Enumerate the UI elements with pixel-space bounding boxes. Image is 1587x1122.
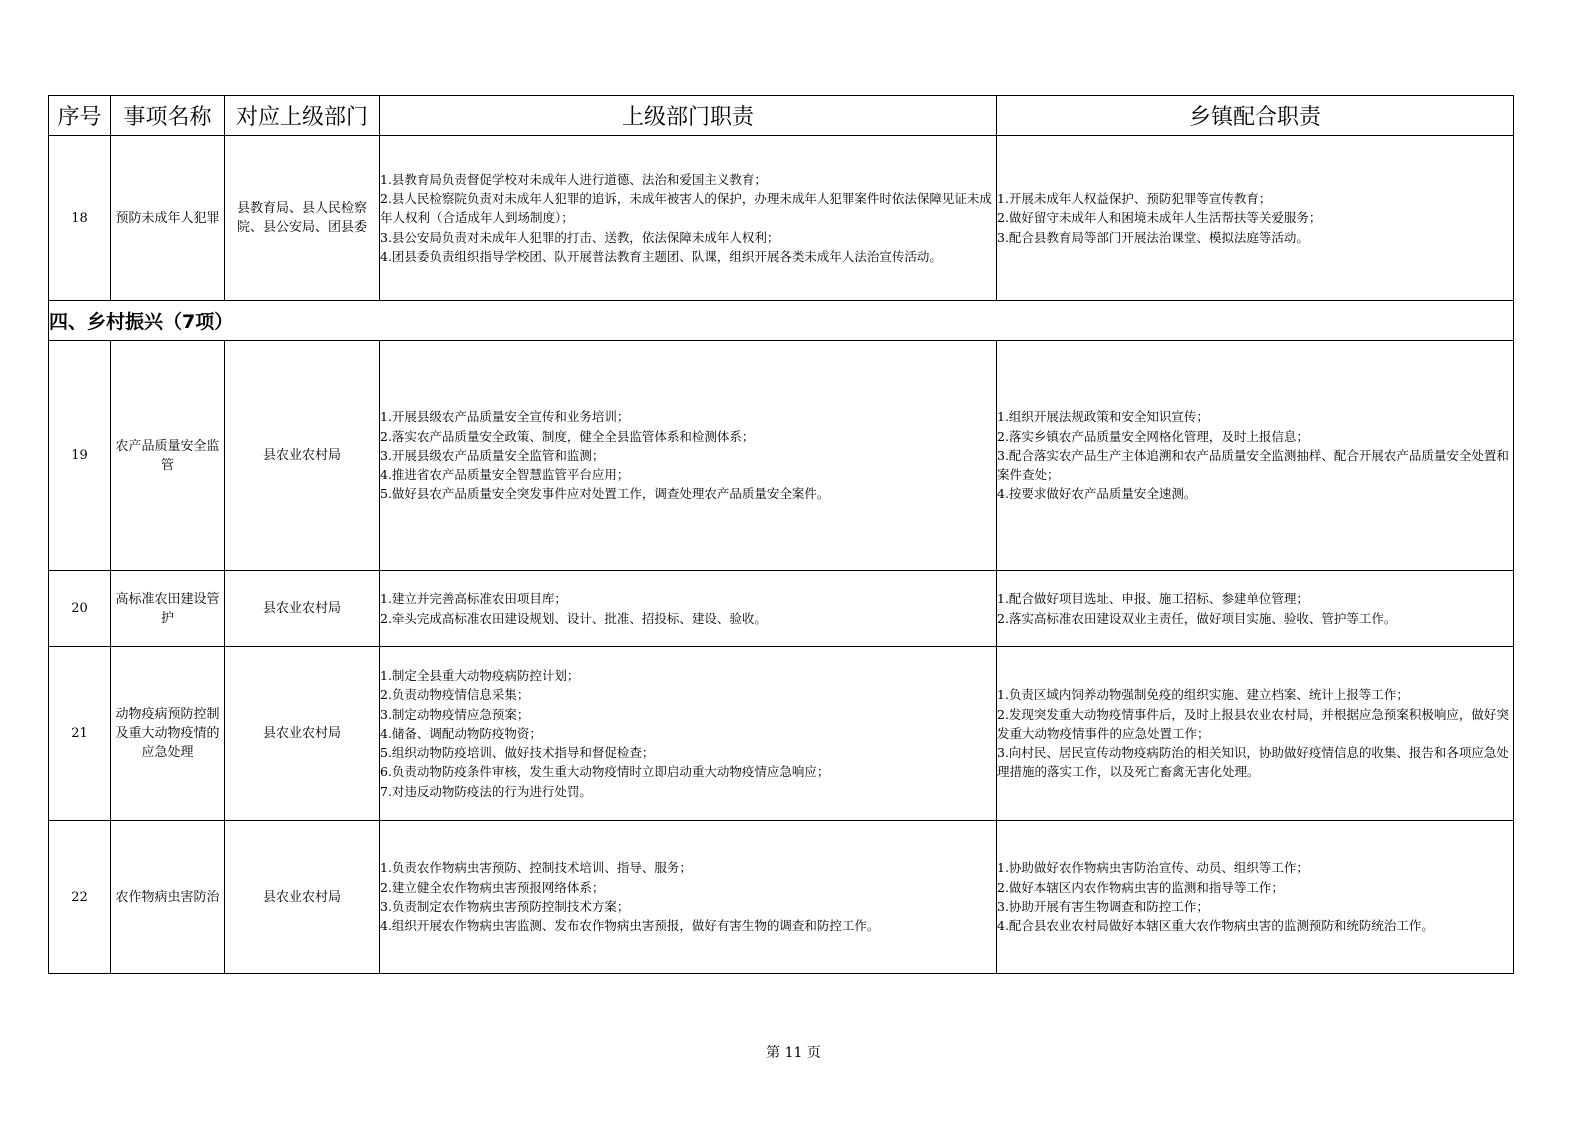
item-name: 农作物病虫害防治	[111, 821, 225, 974]
town-duties-cell	[997, 341, 1514, 571]
table-row	[49, 571, 1514, 647]
header-item-name: 事项名称	[111, 96, 225, 136]
town-duty-line: 1.协助做好农作物病虫害防治宣传、动员、组织等工作；	[997, 860, 1309, 876]
town-duty-line: 1.配合做好项目选址、申报、施工招标、参建单位管理；	[997, 591, 1309, 607]
upper-duties-cell	[380, 821, 997, 974]
upper-duty-line: 1.开展县级农产品质量安全宣传和业务培训；	[380, 409, 630, 425]
upper-duty-line: 1.县教育局负责督促学校对未成年人进行道德、法治和爱国主义教育；	[380, 171, 767, 187]
row-number: 21	[49, 647, 111, 821]
header-index: 序号	[49, 96, 111, 136]
upper-duty-line: 3.制定动物疫情应急预案；	[380, 706, 530, 722]
upper-duties-cell	[380, 136, 997, 301]
upper-duty-line: 3.负责制定农作物病虫害预防控制技术方案；	[380, 899, 630, 914]
row-number: 22	[49, 821, 111, 974]
town-duty-line: 3.向村民、居民宣传动物疫病防治的相关知识，协助做好疫情信息的收集、报告和各项应急处理措施的落实工作，以及死亡畜禽无害化处理。	[997, 745, 1509, 780]
upper-duty-line: 3.开展县级农产品质量安全监管和监测；	[380, 447, 605, 463]
upper-department: 县农业农村局	[225, 571, 380, 647]
upper-department: 县农业农村局	[225, 341, 380, 571]
town-duty-line: 1.组织开展法规政策和安全知识宣传；	[997, 409, 1209, 425]
table-row	[49, 136, 1514, 301]
table-row	[49, 341, 1514, 571]
item-name: 农产品质量安全监管	[111, 341, 225, 571]
town-duty-line: 2.落实高标准农田建设双业主责任，做好项目实施、验收、管护等工作。	[997, 610, 1397, 626]
town-duties-cell	[997, 647, 1514, 821]
duty-table	[48, 95, 1514, 974]
table-row	[49, 821, 1514, 974]
upper-department: 县农业农村局	[225, 647, 380, 821]
header-row	[49, 96, 1514, 136]
upper-department: 县教育局、县人民检察院、县公安局、团县委	[225, 136, 380, 301]
upper-duty-line: 2.落实农产品质量安全政策、制度，健全全县监管体系和检测体系；	[380, 428, 755, 444]
page-number: 第 11 页	[766, 1045, 821, 1061]
upper-duty-line: 4.团县委负责组织指导学校团、队开展普法教育主题团、队课，组织开展各类未成年人法治宣传活动。	[380, 248, 942, 264]
table-row	[49, 647, 1514, 821]
town-duty-line: 3.配合落实农产品生产主体追溯和农产品质量安全监测抽样、配合开展农产品质量安全处置和案件查处；	[997, 447, 1509, 483]
town-duties-cell	[997, 136, 1514, 301]
upper-duty-line: 6.负责动物防疫条件审核，发生重大动物疫情时立即启动重大动物疫情应急响应；	[380, 764, 830, 780]
upper-duty-line: 5.组织动物防疫培训、做好技术指导和督促检查；	[380, 745, 655, 761]
upper-duty-line: 1.负责农作物病虫害预防、控制技术培训、指导、服务；	[380, 860, 692, 876]
row-number: 18	[49, 136, 111, 301]
upper-duty-line: 7.对违反动物防疫法的行为进行处罚。	[380, 783, 592, 799]
town-duty-line: 1.开展未成年人权益保护、预防犯罪等宣传教育；	[997, 191, 1272, 207]
upper-duties-cell	[380, 341, 997, 571]
section-row	[49, 301, 1514, 341]
header-town-duties: 乡镇配合职责	[997, 96, 1514, 136]
town-duty-line: 2.发现突发重大动物疫情事件后，及时上报县农业农村局，并根据应急预案积极响应，做好突发重大动物疫情事件的应急处置工作；	[997, 706, 1509, 741]
upper-duty-line: 2.建立健全农作物病虫害预报网络体系；	[380, 879, 605, 895]
row-number: 19	[49, 341, 111, 571]
row-number: 20	[49, 571, 111, 647]
town-duty-line: 4.按要求做好农产品质量安全速测。	[997, 486, 1197, 502]
town-duty-line: 2.落实乡镇农产品质量安全网格化管理，及时上报信息；	[997, 428, 1309, 444]
upper-duty-line: 3.县公安局负责对未成年人犯罪的打击、送教，依法保障未成年人权利；	[380, 229, 780, 245]
item-name: 动物疫病预防控制及重大动物疫情的应急处理	[111, 647, 225, 821]
town-duty-line: 2.做好留守未成年人和困境未成年人生活帮扶等关爱服务；	[997, 210, 1322, 226]
item-name: 高标准农田建设管护	[111, 571, 225, 647]
upper-duty-line: 5.做好县农产品质量安全突发事件应对处置工作，调查处理农产品质量安全案件。	[380, 486, 830, 502]
upper-duty-line: 4.组织开展农作物病虫害监测、发布农作物病虫害预报，做好有害生物的调查和防控工作。	[380, 918, 880, 934]
section-title: 四、乡村振兴（7项）	[49, 301, 1514, 341]
upper-duties-cell	[380, 647, 997, 821]
town-duty-line: 3.配合县教育局等部门开展法治课堂、模拟法庭等活动。	[997, 229, 1309, 245]
upper-duty-line: 2.负责动物疫情信息采集；	[380, 687, 530, 703]
upper-duties-cell	[380, 571, 997, 647]
upper-duty-line: 4.储备、调配动物防疫物资；	[380, 725, 542, 741]
header-upper-duties: 上级部门职责	[380, 96, 997, 136]
upper-duty-line: 2.牵头完成高标准农田建设规划、设计、批准、招投标、建设、验收。	[380, 610, 767, 626]
upper-duty-line: 2.县人民检察院负责对未成年人犯罪的追诉，未成年被害人的保护，办理未成年人犯罪案件时依法保障见证未成年人权利（合适成年人到场制度）；	[380, 191, 992, 226]
header-upper-dept: 对应上级部门	[225, 96, 380, 136]
upper-department: 县农业农村局	[225, 821, 380, 974]
upper-duty-line: 1.建立并完善高标准农田项目库；	[380, 591, 567, 607]
upper-duty-line: 4.推进省农产品质量安全智慧监管平台应用；	[380, 467, 630, 483]
town-duties-cell	[997, 821, 1514, 974]
upper-duty-line: 1.制定全县重大动物疫病防控计划；	[380, 667, 580, 683]
town-duty-line: 4.配合县农业农村局做好本辖区重大农作物病虫害的监测预防和统防统治工作。	[997, 918, 1434, 934]
item-name: 预防未成年人犯罪	[111, 136, 225, 301]
town-duty-line: 1.负责区域内饲养动物强制免疫的组织实施、建立档案、统计上报等工作；	[997, 687, 1409, 703]
town-duties-cell	[997, 571, 1514, 647]
town-duty-line: 3.协助开展有害生物调查和防控工作；	[997, 899, 1209, 914]
town-duty-line: 2.做好本辖区内农作物病虫害的监测和指导等工作；	[997, 879, 1284, 895]
